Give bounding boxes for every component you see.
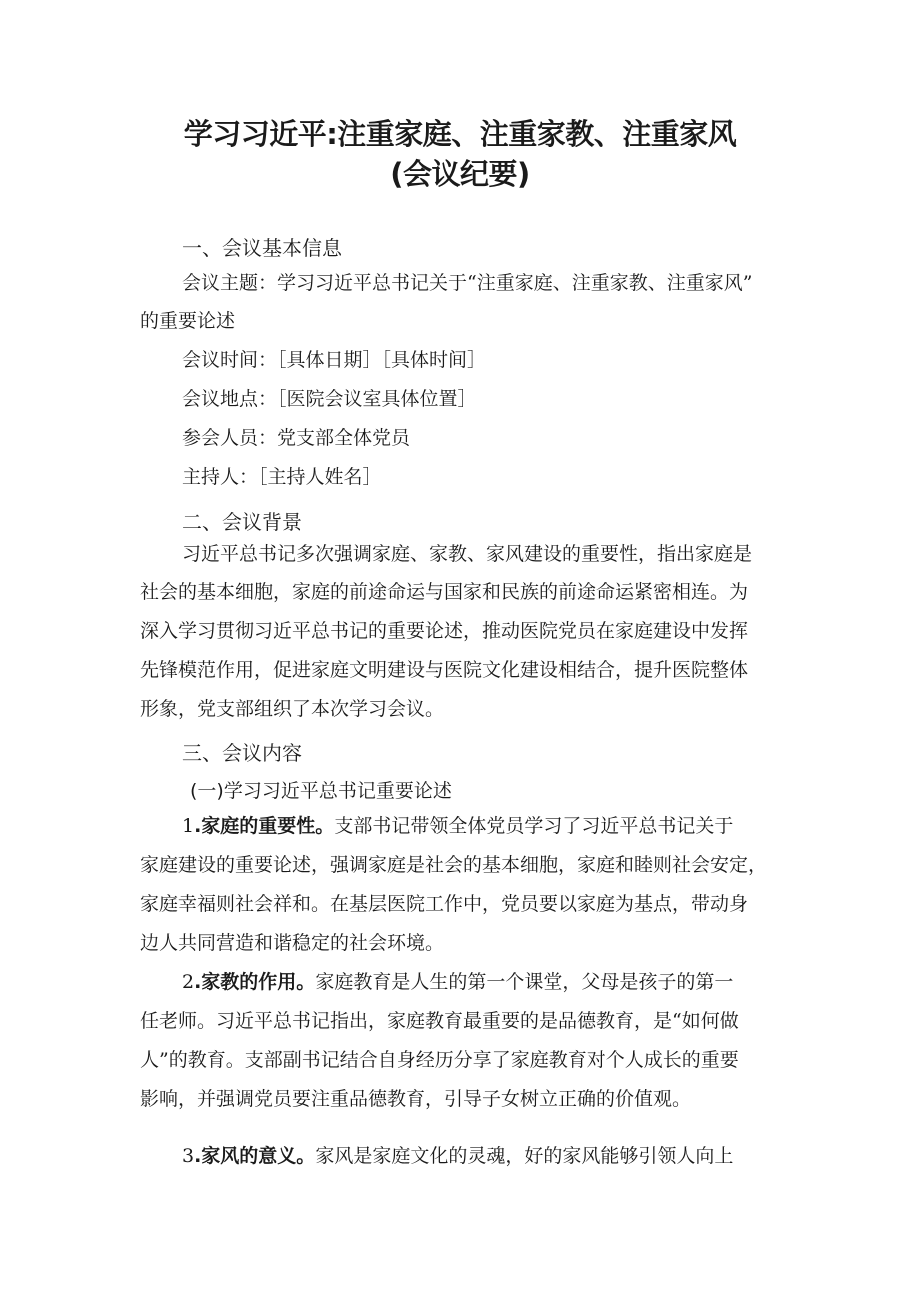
item-text: 支部书记带领全体党员学习了习近平总书记关于: [334, 815, 734, 837]
item-paragraph-line: [182, 1137, 733, 1175]
document-subtitle: (会议纪要): [390, 157, 530, 191]
item-lead: .家庭的重要性。: [194, 815, 335, 837]
item-paragraph-line: 人”的教育。支部副书记结合自身经历分享了家庭教育对个人成长的重要: [140, 1049, 739, 1071]
background-paragraph-line: 社会的基本细胞，家庭的前途命运与国家和民族的前途命运紧密相连。为: [140, 581, 749, 603]
item-paragraph-line: [182, 963, 733, 1001]
item-paragraph-line: 边人共同营造和谐稳定的社会环境。: [140, 932, 445, 954]
item-paragraph-line: 家庭建设的重要论述，强调家庭是社会的基本细胞，家庭和睦则社会安定，: [140, 854, 768, 876]
background-paragraph-line: 形象，党支部组织了本次学习会议。: [140, 698, 445, 720]
item-paragraph-line: 影响，并强调党员要注重品德教育，引导子女树立正确的价值观。: [140, 1088, 692, 1110]
meeting-place: 会议地点：［医院会议室具体位置］: [182, 388, 477, 410]
section-heading-background: 二、会议背景: [182, 510, 302, 534]
meeting-time: 会议时间：［具体日期］［具体时间］: [182, 349, 487, 371]
background-paragraph-line: 习近平总书记多次强调家庭、家教、家风建设的重要性，指出家庭是: [182, 543, 753, 565]
item-lead: .家教的作用。: [194, 971, 316, 993]
section-heading-basic-info: 一、会议基本信息: [182, 236, 342, 260]
document-title: 学习习近平:注重家庭、注重家教、注重家风: [183, 117, 737, 151]
meeting-host: 主持人：［主持人姓名］: [182, 466, 382, 488]
background-paragraph-line: 深入学习贯彻习近平总书记的重要论述，推动医院党员在家庭建设中发挥: [140, 620, 749, 642]
item-paragraph-line: [182, 807, 733, 845]
item-paragraph-line: 任老师。习近平总书记指出，家庭教育最重要的是品德教育，是“如何做: [140, 1010, 739, 1032]
background-paragraph-line: 先锋模范作用，促进家庭文明建设与医院文化建设相结合，提升医院整体: [140, 659, 749, 681]
subsection-heading: (一)学习习近平总书记重要论述: [190, 780, 452, 802]
item-lead: .家风的意义。: [194, 1145, 316, 1167]
meeting-topic-line: 会议主题：学习习近平总书记关于“注重家庭、注重家教、注重家风”: [182, 272, 753, 294]
item-number: 3: [182, 1145, 195, 1167]
item-paragraph-line: 家庭幸福则社会祥和。在基层医院工作中，党员要以家庭为基点，带动身: [140, 893, 749, 915]
item-text: 家庭教育是人生的第一个课堂，父母是孩子的第一: [315, 971, 734, 993]
item-number: 2: [182, 971, 195, 993]
item-text: 家风是家庭文化的灵魂，好的家风能够引领人向上: [315, 1145, 734, 1167]
meeting-attendees: 参会人员：党支部全体党员: [182, 427, 411, 449]
section-heading-content: 三、会议内容: [182, 741, 302, 765]
meeting-topic-line: 的重要论述: [140, 310, 236, 332]
item-number: 1: [182, 815, 195, 837]
